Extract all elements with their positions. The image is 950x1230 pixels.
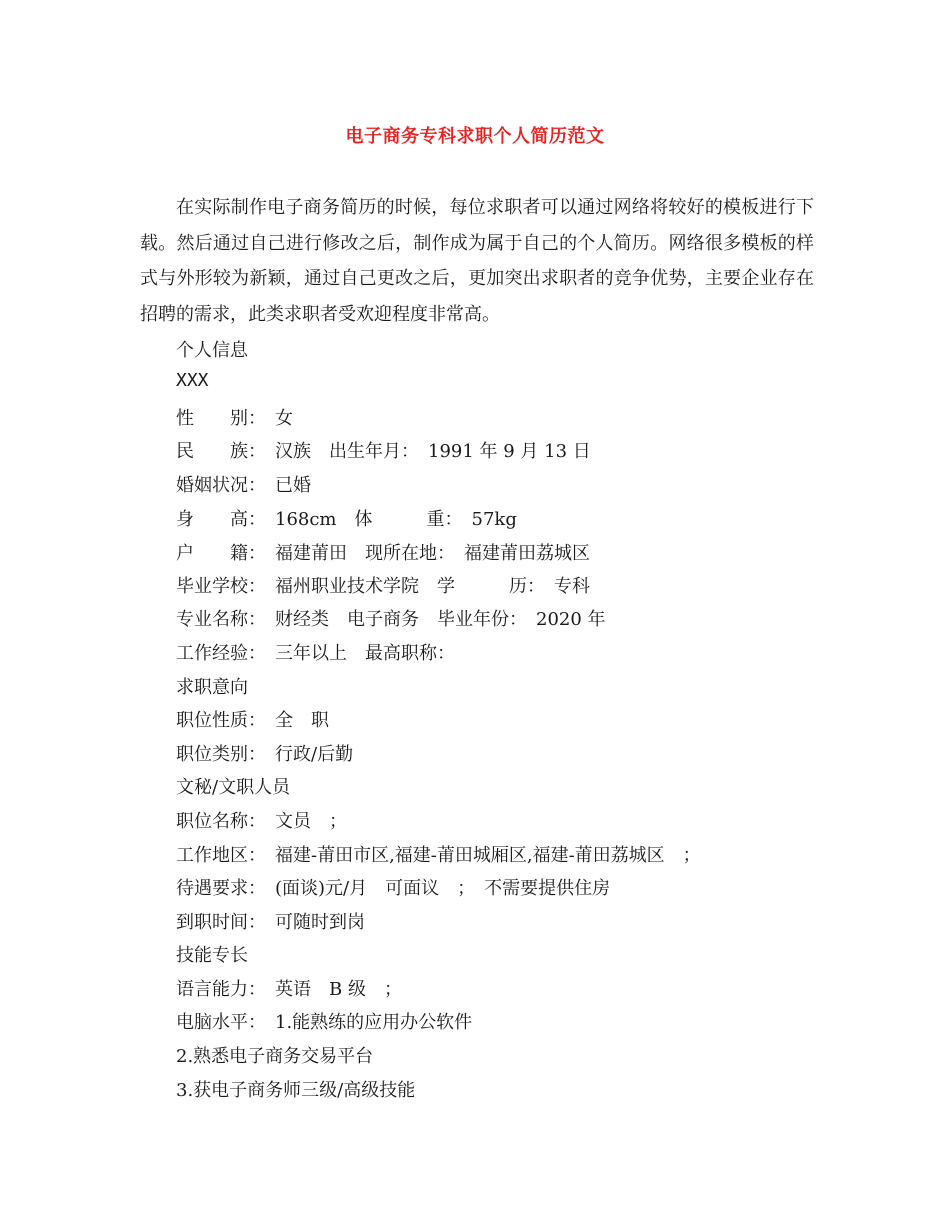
section-heading-skills: 技能专长 (176, 945, 248, 966)
intro-paragraph: 在实际制作电子商务简历的时候，每位求职者可以通过网络将较好的模板进行下载。然后通过自己进行修改之后，制作成为属于自己的个人简历。网络很多模板的样式与外形较为新颖，通过自己更改之后，更加突出求职者的竞争优势，主要企业存在招聘的需求，此类求职者受欢迎程度非常高。 (140, 197, 814, 325)
start-time-line: 到职时间： 可随时到岗 (176, 912, 365, 933)
gender-line: 性 别： 女 (176, 408, 293, 429)
ethnicity-birthdate-line: 民 族： 汉族 出生年月： 1991 年 9 月 13 日 (176, 441, 591, 462)
work-area-line: 工作地区： 福建-莆田市区,福建-莆田城厢区,福建-莆田荔城区 ； (176, 845, 701, 866)
job-category-continued-line: 文秘/文职人员 (176, 777, 291, 798)
salary-line: 待遇要求： (面谈)元/月 可面议 ； 不需要提供住房 (176, 878, 611, 899)
job-title-line: 职位名称： 文员 ； (176, 811, 347, 832)
job-nature-line: 职位性质： 全 职 (176, 710, 329, 731)
household-residence-line: 户 籍： 福建莆田 现所在地： 福建莆田荔城区 (176, 543, 590, 564)
section-heading-personal-info: 个人信息 (176, 340, 248, 361)
school-education-line: 毕业学校： 福州职业技术学院 学 历： 专科 (176, 576, 590, 597)
document-title: 电子商务专科求职个人简历范文 (345, 126, 605, 147)
section-heading-job-intention: 求职意向 (176, 677, 248, 698)
experience-title-line: 工作经验： 三年以上 最高职称： (176, 643, 455, 664)
marital-status-line: 婚姻状况： 已婚 (176, 475, 311, 496)
language-skill-line: 语言能力： 英语 B 级 ； (176, 979, 402, 1000)
computer-skill-item-3: 3.获电子商务师三级/高级技能 (176, 1080, 416, 1101)
name-line: XXX (176, 370, 209, 391)
height-weight-line: 身 高： 168cm 体 重： 57kg (176, 509, 517, 530)
major-graduation-line: 专业名称： 财经类 电子商务 毕业年份： 2020 年 (176, 609, 606, 630)
job-category-line: 职位类别： 行政/后勤 (176, 744, 354, 765)
computer-skill-line: 电脑水平： 1.能熟练的应用办公软件 (176, 1012, 473, 1033)
computer-skill-item-2: 2.熟悉电子商务交易平台 (176, 1046, 374, 1067)
